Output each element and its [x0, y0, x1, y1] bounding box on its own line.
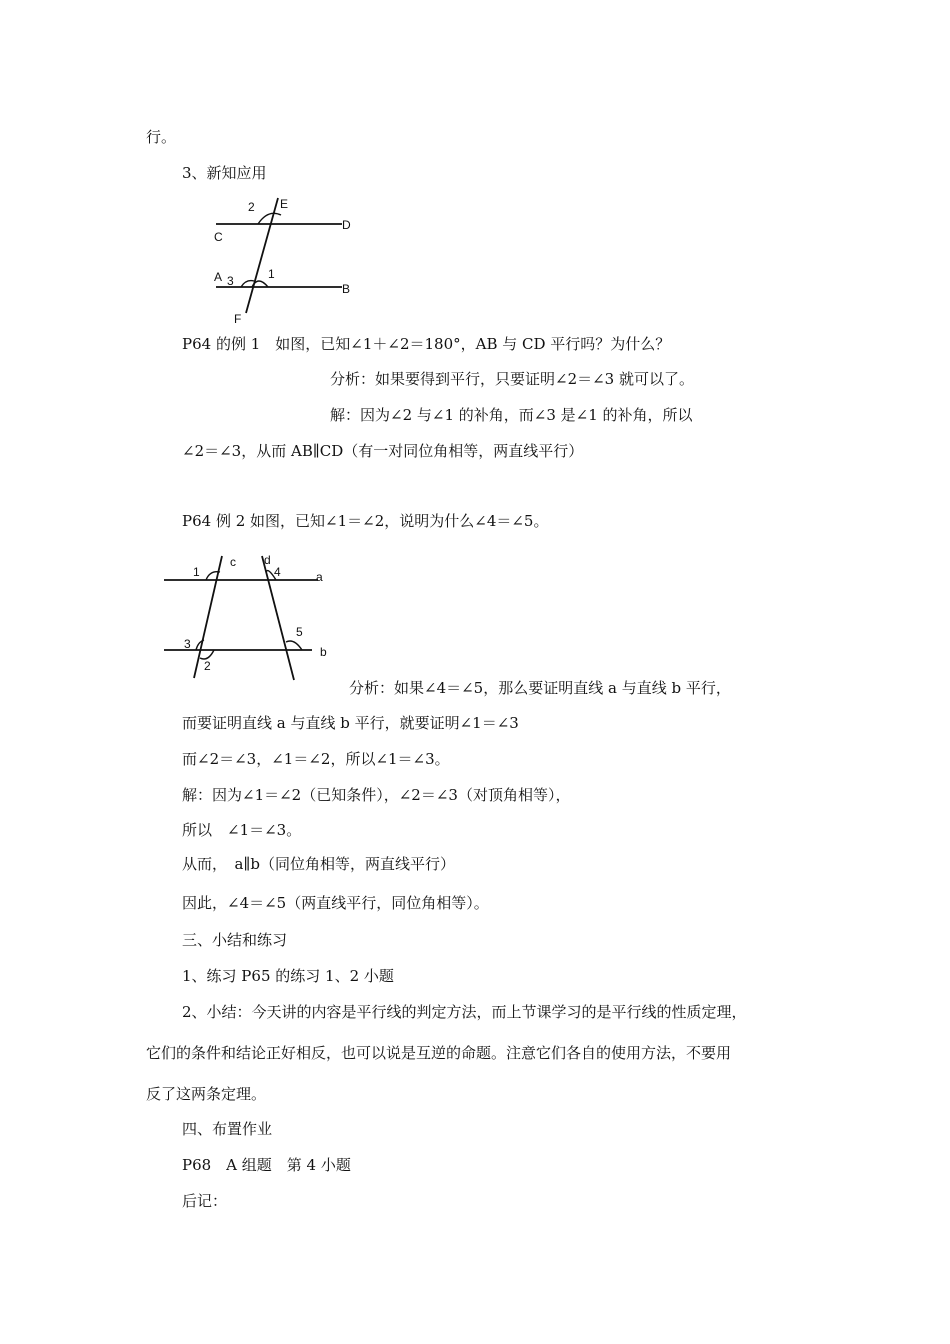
label-d: d: [264, 553, 271, 567]
text-line: 分析：如果要得到平行，只要证明∠2＝∠3 就可以了。: [330, 370, 694, 388]
figure-parallel-lines-1: [208, 195, 368, 325]
label-b: B: [342, 282, 351, 296]
section-heading: 四、布置作业: [182, 1120, 273, 1138]
text-line: 2、小结：今天讲的内容是平行线的判定方法，而上节课学习的是平行线的性质定理，: [182, 1003, 747, 1021]
label-3: 3: [184, 637, 191, 651]
line-ef: [246, 198, 278, 313]
text-line: 从而， a∥b（同位角相等，两直线平行）: [182, 855, 455, 873]
label-b: b: [320, 645, 327, 659]
text-line: ∠2＝∠3，从而 AB∥CD（有一对同位角相等，两直线平行）: [182, 442, 584, 460]
text-line: 所以 ∠1＝∠3。: [182, 821, 302, 839]
text-line: 反了这两条定理。: [146, 1085, 267, 1103]
label-4: 4: [274, 565, 281, 579]
label-3: 3: [227, 274, 234, 288]
text-line: P68 A 组题 第 4 小题: [182, 1156, 351, 1174]
label-1: 1: [193, 565, 200, 579]
text-line: 分析：如果∠4＝∠5，那么要证明直线 a 与直线 b 平行，: [349, 679, 731, 697]
label-d: D: [342, 218, 351, 232]
angle-2-arc: [258, 213, 281, 224]
label-a: A: [214, 270, 223, 284]
label-5: 5: [296, 625, 303, 639]
label-e: E: [280, 197, 289, 211]
text-line: 行。: [146, 128, 177, 146]
text-line: P64 的例 1 如图，已知∠1＋∠2＝180°，AB 与 CD 平行吗？为什么？: [182, 335, 671, 353]
angle-2-arc: [200, 650, 214, 659]
label-c: c: [230, 555, 236, 569]
figure-parallel-lines-2: [158, 548, 348, 688]
label-2: 2: [248, 200, 255, 214]
text-line: P64 例 2 如图，已知∠1＝∠2，说明为什么∠4＝∠5。: [182, 512, 549, 530]
section-heading: 三、小结和练习: [182, 931, 288, 949]
text-line: 1、练习 P65 的练习 1、2 小题: [182, 967, 394, 985]
text-line: 解：因为∠2 与∠1 的补角，而∠3 是∠1 的补角，所以: [330, 406, 693, 424]
angle-5-arc: [286, 641, 302, 650]
label-f: F: [234, 312, 242, 326]
text-line: 解：因为∠1＝∠2（已知条件），∠2＝∠3（对顶角相等），: [182, 786, 571, 804]
section-heading: 3、新知应用: [182, 164, 267, 182]
text-line: 它们的条件和结论正好相反，也可以说是互逆的命题。注意它们各自的使用方法，不要用: [146, 1044, 732, 1062]
text-line: 而∠2＝∠3，∠1＝∠2，所以∠1＝∠3。: [182, 750, 450, 768]
text-line: 后记：: [182, 1192, 228, 1210]
label-a: a: [316, 570, 323, 584]
label-c: C: [214, 230, 223, 244]
text-line: 而要证明直线 a 与直线 b 平行，就要证明∠1＝∠3: [182, 714, 519, 732]
text-line: 因此，∠4＝∠5（两直线平行，同位角相等）。: [182, 894, 489, 912]
label-2: 2: [204, 659, 211, 673]
label-1: 1: [268, 267, 275, 281]
